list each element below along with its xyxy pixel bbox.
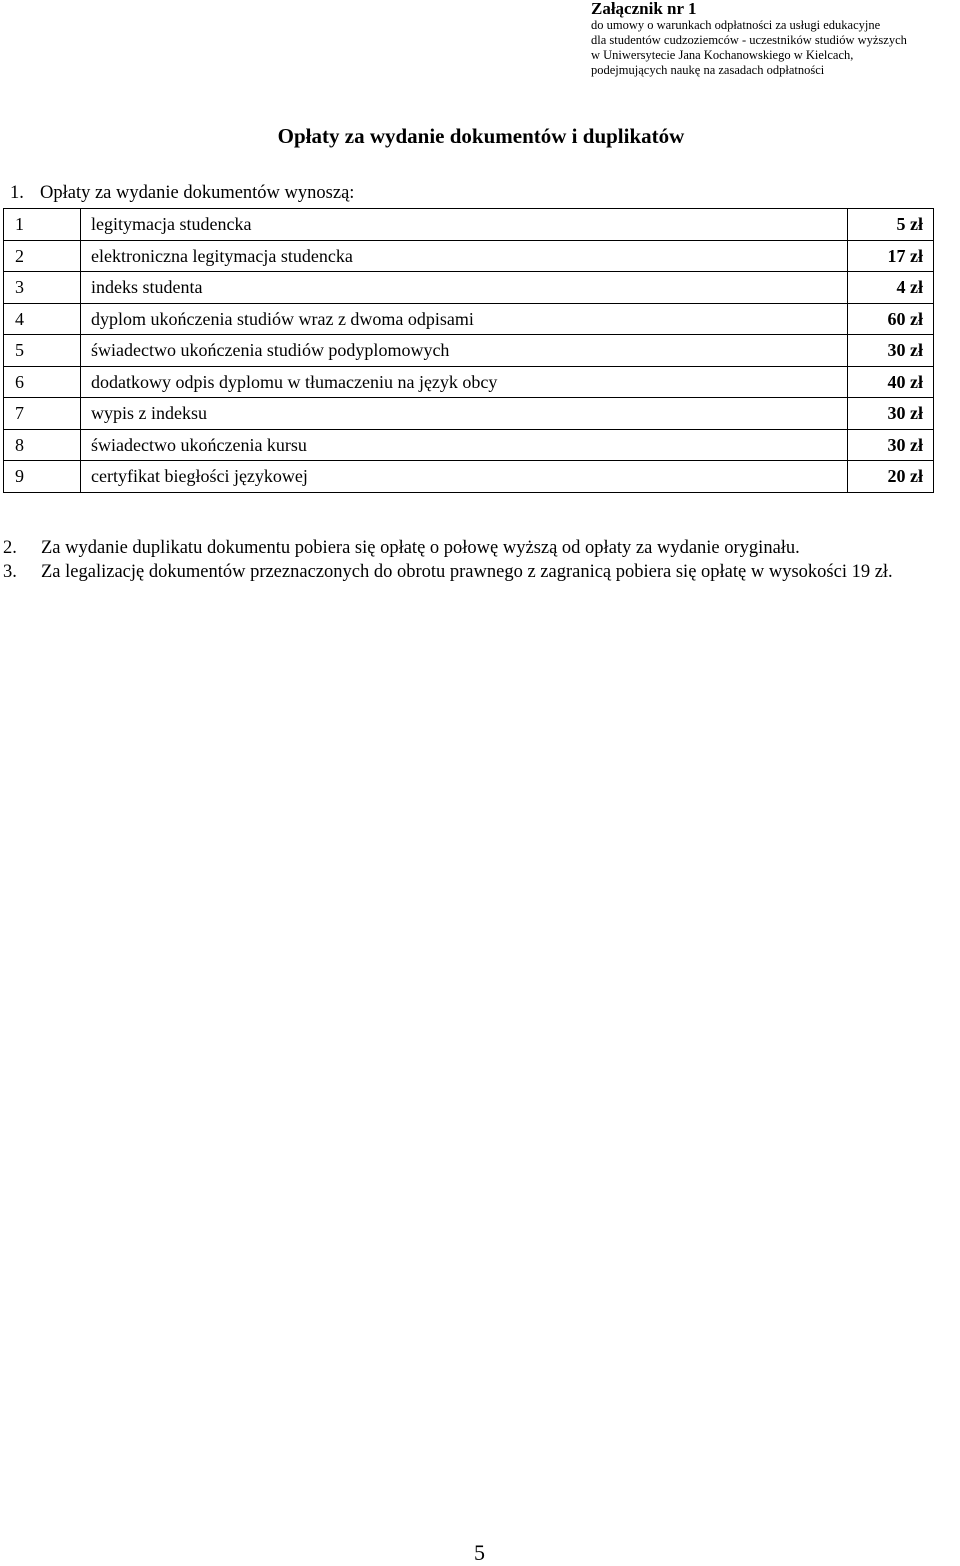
note-number: 3. [3, 562, 17, 582]
row-number: 4 [4, 303, 81, 335]
fee-amount: 60 zł [848, 303, 934, 335]
annex-line: do umowy o warunkach odpłatności za usługi edukacyjne [591, 18, 881, 32]
annex-line: dla studentów cudzoziemców - uczestników studiów wyższych [591, 33, 907, 47]
table-row [4, 398, 934, 430]
section-1-text: Opłaty za wydanie dokumentów wynoszą: [40, 183, 355, 203]
row-number: 1 [4, 209, 81, 241]
fee-amount: 17 zł [848, 240, 934, 272]
document-name: elektroniczna legitymacja studencka [81, 240, 848, 272]
table-row [4, 461, 934, 493]
annex-title: Załącznik nr 1 [591, 0, 697, 18]
table-row [4, 272, 934, 304]
annex-header [591, 0, 956, 78]
note-number: 2. [3, 538, 17, 558]
table-row [4, 366, 934, 398]
document-name: wypis z indeksu [81, 398, 848, 430]
annex-line: podejmujących naukę na zasadach odpłatności [591, 63, 825, 77]
document-title: Opłaty za wydanie dokumentów i duplikatów [277, 124, 685, 148]
document-name: certyfikat biegłości językowej [81, 461, 848, 493]
notes-list [3, 536, 960, 584]
row-number: 5 [4, 335, 81, 367]
table-row [4, 209, 934, 241]
fee-amount: 30 zł [848, 429, 934, 461]
fee-amount: 20 zł [848, 461, 934, 493]
table-row [4, 429, 934, 461]
note-text: Za legalizację dokumentów przeznaczonych do obrotu prawnego z zagranicą pobiera się opłatę w wysokości 19 zł. [41, 562, 893, 582]
page-number: 5 [474, 1540, 485, 1565]
document-name: legitymacja studencka [81, 209, 848, 241]
fee-amount: 40 zł [848, 366, 934, 398]
fee-amount: 4 zł [848, 272, 934, 304]
table-row [4, 303, 934, 335]
fee-amount: 30 zł [848, 335, 934, 367]
document-name: świadectwo ukończenia studiów podyplomowych [81, 335, 848, 367]
note-text: Za wydanie duplikatu dokumentu pobiera się opłatę o połowę wyższą od opłaty za wydanie oryginału. [41, 538, 800, 558]
row-number: 3 [4, 272, 81, 304]
row-number: 8 [4, 429, 81, 461]
document-name: dodatkowy odpis dyplomu w tłumaczeniu na język obcy [81, 366, 848, 398]
row-number: 7 [4, 398, 81, 430]
section-1-heading [10, 181, 354, 205]
annex-line: w Uniwersytecie Jana Kochanowskiego w Kielcach, [591, 48, 854, 62]
note-item [3, 536, 960, 560]
document-name: dyplom ukończenia studiów wraz z dwoma odpisami [81, 303, 848, 335]
fee-amount: 5 zł [848, 209, 934, 241]
section-1-number: 1. [10, 183, 24, 203]
fees-table [3, 208, 934, 493]
row-number: 6 [4, 366, 81, 398]
note-item [3, 560, 960, 584]
fee-amount: 30 zł [848, 398, 934, 430]
row-number: 9 [4, 461, 81, 493]
row-number: 2 [4, 240, 81, 272]
table-row [4, 240, 934, 272]
document-name: indeks studenta [81, 272, 848, 304]
document-name: świadectwo ukończenia kursu [81, 429, 848, 461]
table-row [4, 335, 934, 367]
